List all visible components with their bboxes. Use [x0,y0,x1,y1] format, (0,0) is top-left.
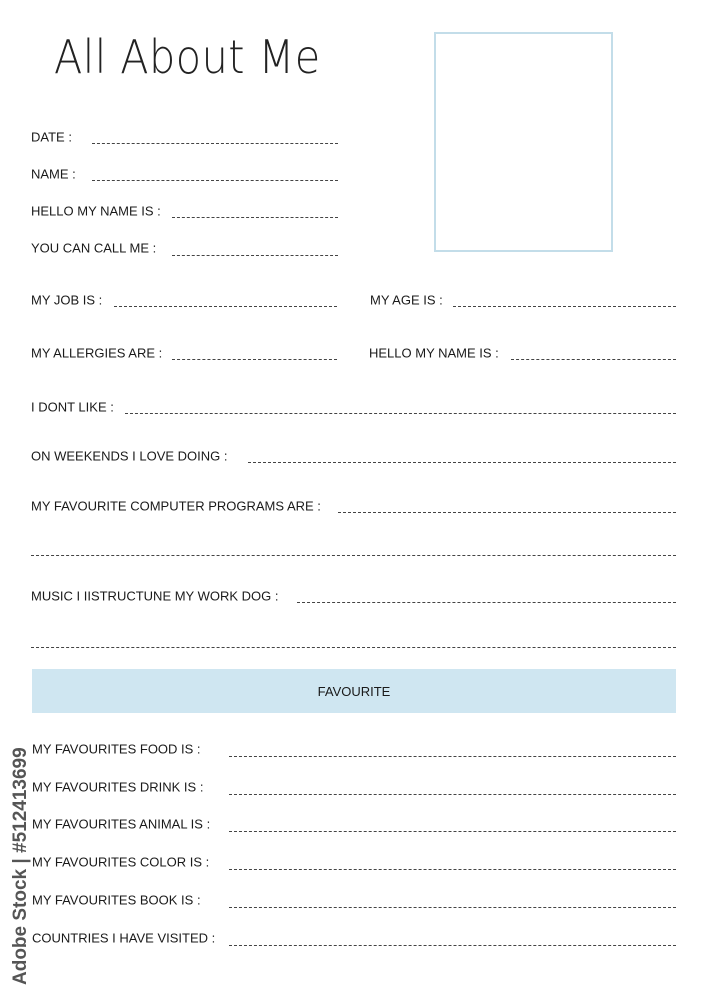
music-extra-line[interactable] [31,647,676,648]
hello-name-input-line[interactable] [172,217,338,218]
countries-label: COUNTRIES I HAVE VISITED : [32,930,216,946]
fav-food-label: MY FAVOURITES FOOD IS : [32,741,201,757]
music-input-line[interactable] [297,602,676,603]
programs-label: MY FAVOURITE COMPUTER PROGRAMS ARE : [31,498,321,514]
fav-color-label: MY FAVOURITES COLOR IS : [32,854,210,870]
fav-drink-label: MY FAVOURITES DRINK IS : [32,779,204,795]
favourite-heading: FAVOURITE [317,683,391,699]
allergies-label: MY ALLERGIES ARE : [31,345,163,361]
programs-extra-line[interactable] [31,555,676,556]
fav-drink-input-line[interactable] [229,794,676,795]
dislike-label: I DONT LIKE : [31,399,114,415]
name-label: NAME : [31,166,76,182]
date-input-line[interactable] [92,143,338,144]
dislike-input-line[interactable] [125,413,676,414]
photo-frame[interactable] [434,32,613,252]
fav-animal-input-line[interactable] [229,831,676,832]
countries-input-line[interactable] [229,945,676,946]
hello-name-label: HELLO MY NAME IS : [31,203,161,219]
weekends-label: ON WEEKENDS I LOVE DOING : [31,448,228,464]
programs-input-line[interactable] [338,512,676,513]
fav-color-input-line[interactable] [229,869,676,870]
age-input-line[interactable] [453,306,676,307]
job-label: MY JOB IS : [31,292,103,308]
fav-animal-label: MY FAVOURITES ANIMAL IS : [32,816,211,832]
music-label: MUSIC I IISTRUCTUNE MY WORK DOG : [31,588,279,604]
fav-food-input-line[interactable] [229,756,676,757]
hello-name-2-label: HELLO MY NAME IS : [369,345,499,361]
name-input-line[interactable] [92,180,338,181]
page-title: All About Me [54,30,321,84]
allergies-input-line[interactable] [172,359,337,360]
job-input-line[interactable] [114,306,337,307]
stock-watermark: Adobe Stock | #512413699 [10,747,31,985]
call-me-label: YOU CAN CALL ME : [31,240,157,256]
weekends-input-line[interactable] [248,462,676,463]
call-me-input-line[interactable] [172,255,338,256]
hello-name-2-input-line[interactable] [511,359,676,360]
fav-book-input-line[interactable] [229,907,676,908]
age-label: MY AGE IS : [370,292,443,308]
fav-book-label: MY FAVOURITES BOOK IS : [32,892,201,908]
date-label: DATE : [31,129,72,145]
favourite-section-header [32,669,676,713]
